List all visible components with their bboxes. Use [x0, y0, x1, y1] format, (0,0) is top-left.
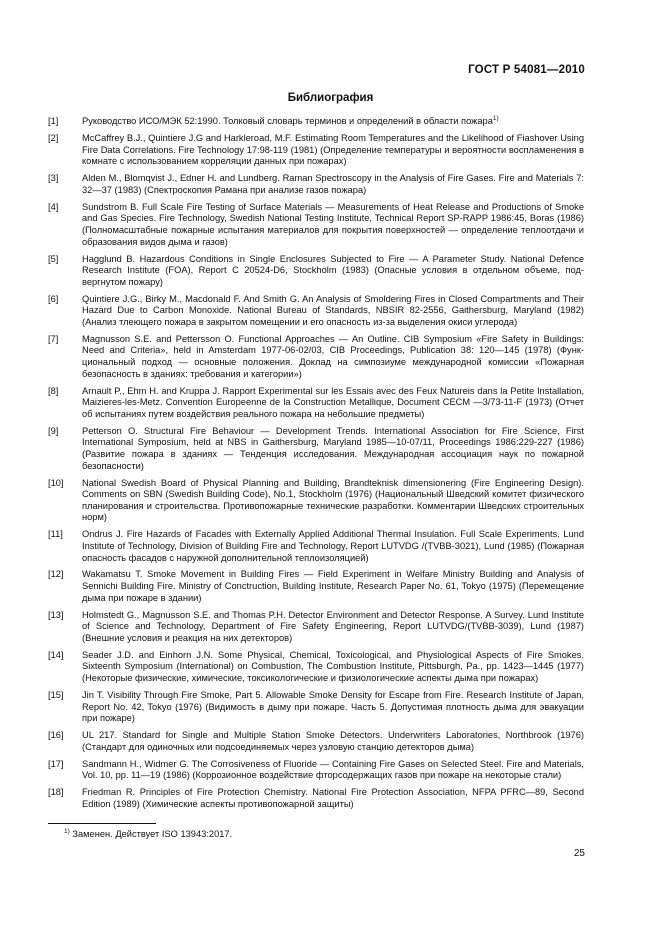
bibliography-item	[48, 730, 584, 753]
bibliography-item-body: Sundstrom B. Full Scale Fire Testing of Surface Materials — Measurements of Heat Release and Productions of Smoke and Gas Species. Fire Technology, Swedish National Testing Institute, Technical Report SP-RAPP 1986:45, Boras (1986) (Полномасштабные пожарные испытания материалов для покрытия поверхностей — определение теплоотдачи и образования видов дыма и газов)	[82, 201, 584, 247]
bibliography-item-number: [6]	[48, 293, 59, 304]
bibliography-item-number: [8]	[48, 385, 59, 396]
bibliography-item-text	[82, 173, 584, 196]
bibliography-item-text	[82, 426, 584, 472]
bibliography-item-body: Wakamatsu T. Smoke Movement in Building Fires — Field Experiment in Welfare Ministry Building and Analysis of Sennichi Building Fire. Ministry of Conctruction, Building Institute, Research Paper No. 61, Tokyo (1975) (Перемещение дыма при пожаре в здании)	[82, 569, 584, 603]
bibliography-item-text	[82, 759, 584, 782]
bibliography-item	[48, 254, 584, 289]
bibliography-item	[48, 650, 584, 685]
bibliography-item	[48, 294, 584, 329]
bibliography-item-text	[82, 478, 584, 524]
bibliography-item-number: [10]	[48, 477, 64, 488]
bibliography-item-text	[82, 254, 584, 289]
bibliography-item-number: [15]	[48, 690, 64, 700]
bibliography-item	[48, 334, 584, 380]
bibliography-item-body: Jin T. Visibility Through Fire Smoke, Part 5. Allowable Smoke Density for Escape from Fire. Research Institute of Japan, Report No. 42, Tokyo (1976) (Видимость в дыму при пожаре. Часть 5. Допустимая плотность дыма для эвакуации при пожаре)	[82, 690, 584, 724]
bibliography-item-body: Arnault P., Ehm H. and Kruppa J. Rapport Experimental sur les Essais avec des Feux Natureis dans la Petite Installation, Maizieres-les-Metz. Convention Europeenne de la Construction Metallique, Document CECM —3/73-11-F (1973) (Отчет об испытаниях путем воздействия реального пожара на небольшие предметы)	[82, 385, 584, 419]
bibliography-item	[48, 569, 584, 604]
bibliography-item-body: UL 217. Standard for Single and Multiple Station Smoke Detectors. Underwriters Laboratories, Northbrook (1976) (Стандарт для одиночных или подсоединяемых через узловую станцию детекторов дыма)	[82, 730, 584, 752]
bibliography-item-body: Sandmann H., Widmer G. The Corrosiveness of Fluoride — Containing Fire Gases on Selected Steel. Fire and Materials, Vol. 10, pp. 11—19 (1986) (Коррозионное воздействие фторсодержащих газов при пожаре на некоторые стали)	[82, 758, 584, 781]
bibliography-item-number: [12]	[48, 569, 64, 580]
bibliography-item	[48, 202, 584, 248]
bibliography-item	[48, 133, 584, 168]
bibliography-item-text	[82, 650, 584, 685]
footnote-text: Заменен. Действует ISO 13943:2017.	[69, 829, 233, 839]
bibliography-item-text	[82, 202, 584, 248]
footnote-divider	[48, 823, 156, 824]
bibliography-item-number: [11]	[48, 529, 63, 540]
bibliography-item-body: Руководство ИСО/МЭК 52:1990. Толковый словарь терминов и определений в области пожара	[82, 116, 493, 126]
bibliography-item-body: Ondrus J. Fire Hazards of Facades with Externally Applied Additional Thermal Insulation. Full Scale Experiments. Lund Institute of Technology, Division of Building Fire and Technology, Report LUTVDG /(TVBB-3021), Lund (1985) (Пожарная опасность фасадов с наружной дополнительной теплоизоляцией)	[82, 529, 584, 563]
bibliography-item-number: [9]	[48, 425, 59, 436]
bibliography-item-number: [7]	[48, 333, 59, 344]
bibliography-item	[48, 610, 584, 645]
bibliography-item-body: Petterson O. Structural Fire Behaviour — Development Trends. International Association for Fire Science, First International Symposium, held at NBS in Gaithersburg, Maryland 1985—10-07/11, Proceedings 1986:229-227 (1986) (Развитие пожара в зданиях — Тенденция исследования. Международная ассоциация наук по пожарной безопасности)	[82, 425, 584, 471]
bibliography-item-number: [17]	[48, 758, 64, 769]
bibliography-item-text	[82, 610, 584, 645]
footnote-reference: 1)	[492, 114, 499, 122]
bibliography-item-text	[82, 690, 584, 725]
bibliography-item-text	[82, 116, 584, 128]
bibliography-item	[48, 787, 584, 810]
bibliography-item-body: Quintiere J.G., Birky M., Macdonald F. And Smith G. An Analysis of Smoldering Fires in Closed Compartments and Their Hazard Due to Carbon Monoxide. National Bureau of Standards, NBSIR 82-2556, Gaithersburg, Maryland (1982) (Анализ тлеющего пожара в закрытом помещении и его опасность из-за выделения окиси углерода)	[82, 293, 584, 327]
bibliography-item-number: [18]	[48, 787, 64, 798]
bibliography-item-number: [1]	[48, 116, 59, 126]
bibliography-item-text	[82, 386, 584, 421]
bibliography-item-body: Seader J.D. and Einhorn J.N. Some Physical, Chemical, Toxicological, and Physiological Aspects of Fire Smokes. Sixteenth Symposium (International) on Combustion, The Combustion Institute, Pittsburgh, Pa., pp. 1423—1445 (1977) (Некоторые физические, химические, токсикологические и физиологические аспекты дыма при пожарах)	[82, 649, 584, 684]
footnote	[64, 829, 232, 841]
bibliography-item-body: Magnusson S.E. and Pettersson O. Functional Approaches — An Outline. CIB Symposium «Fire Safety in Buildings: Need and Criteria», held in Amsterdam 1977-06-02/03, CIB Proceedings, Publication 38: 120—145 (1978) (Функциональный подход — основные положения. Доклад на симпозиуме международной комиссии «Пожарная безопасность в зданиях: требования и категории»)	[82, 333, 584, 379]
bibliography-item	[48, 690, 584, 725]
bibliography-item-number: [13]	[48, 609, 64, 620]
bibliography-item-body: Holmstedt G., Magnusson S.E. and Thomas P.H. Detector Environment and Detector Response. A Survey. Lund Institute of Science and Technology, Department of Fire Safety Engineering, Report LUTVDG/(TVBB-3039), Lund (1987) (Внешние условия и реакция на них детекторов)	[82, 609, 584, 643]
bibliography-item-text	[82, 787, 584, 810]
bibliography-item	[48, 386, 584, 421]
bibliography-item-body: McCaffrey B.J., Quintiere J.G and Harkleroad, M.F. Estimating Room Temperatures and the Likelihood of Fiashover Using Fire Data Correlations. Fire Technology 17:98-119 (1981) (Определение температуры и вероятности воспламенения в комнате с использованием корреляции данных при пожарах)	[82, 132, 584, 167]
bibliography-item	[48, 116, 584, 128]
bibliography-item-text	[82, 529, 584, 564]
bibliography-item-number: [16]	[48, 730, 64, 741]
bibliography-item-text	[82, 133, 584, 168]
bibliography-list	[48, 116, 584, 816]
page-number: 25	[573, 848, 585, 859]
bibliography-item	[48, 173, 584, 196]
bibliography-item-body: Friedman R. Principles of Fire Protection Chemistry. National Fire Protection Association, NFPA PFRC—89, Second Edition (1989) (Химические аспекты противопожарной защиты)	[82, 787, 584, 809]
section-title: Библиография	[287, 92, 374, 104]
bibliography-item-text	[82, 730, 584, 753]
bibliography-item-body: Alden M., Blomqvist J., Edner H. and Lundberg. Raman Spectroscopy in the Analysis of Fire Gases. Fire and Materials 7: 32—37 (1983) (Спектроскопия Рамана при анализе газов пожара)	[82, 173, 584, 195]
bibliography-item-number: [3]	[48, 173, 59, 184]
document-standard-number: ГОСТ Р 54081—2010	[468, 64, 585, 76]
bibliography-item-number: [5]	[48, 253, 59, 264]
bibliography-item-body: Hagglund B. Hazardous Conditions in Single Enclosures Subjected to Fire — A Parameter Study. National Defence Research Institute (FOA), Report C 20524-D6, Stockholm (1983) (Опасные условия в отдельном объеме, подвергнутом пожару)	[82, 253, 584, 287]
footnote-mark: 1)	[64, 827, 70, 835]
bibliography-item	[48, 529, 584, 564]
bibliography-item-number: [4]	[48, 201, 59, 212]
bibliography-item-text	[82, 334, 584, 380]
bibliography-item-body: National Swedish Board of Physical Planning and Building, Brandteknisk dimensionering (Fire Engineering Design). Comments on SBN (Swedish Building Code), No.1, Stockholm (1976) (Национальный Шведский комитет физического планирования и строительства. Противопожарные технические разработки. Комментарии Шведских строительных норм)	[82, 477, 584, 523]
bibliography-item-number: [14]	[48, 649, 64, 660]
bibliography-item	[48, 426, 584, 472]
bibliography-item-text	[82, 569, 584, 604]
bibliography-item	[48, 759, 584, 782]
bibliography-item-number: [2]	[48, 132, 59, 143]
bibliography-item-text	[82, 294, 584, 329]
bibliography-item	[48, 478, 584, 524]
